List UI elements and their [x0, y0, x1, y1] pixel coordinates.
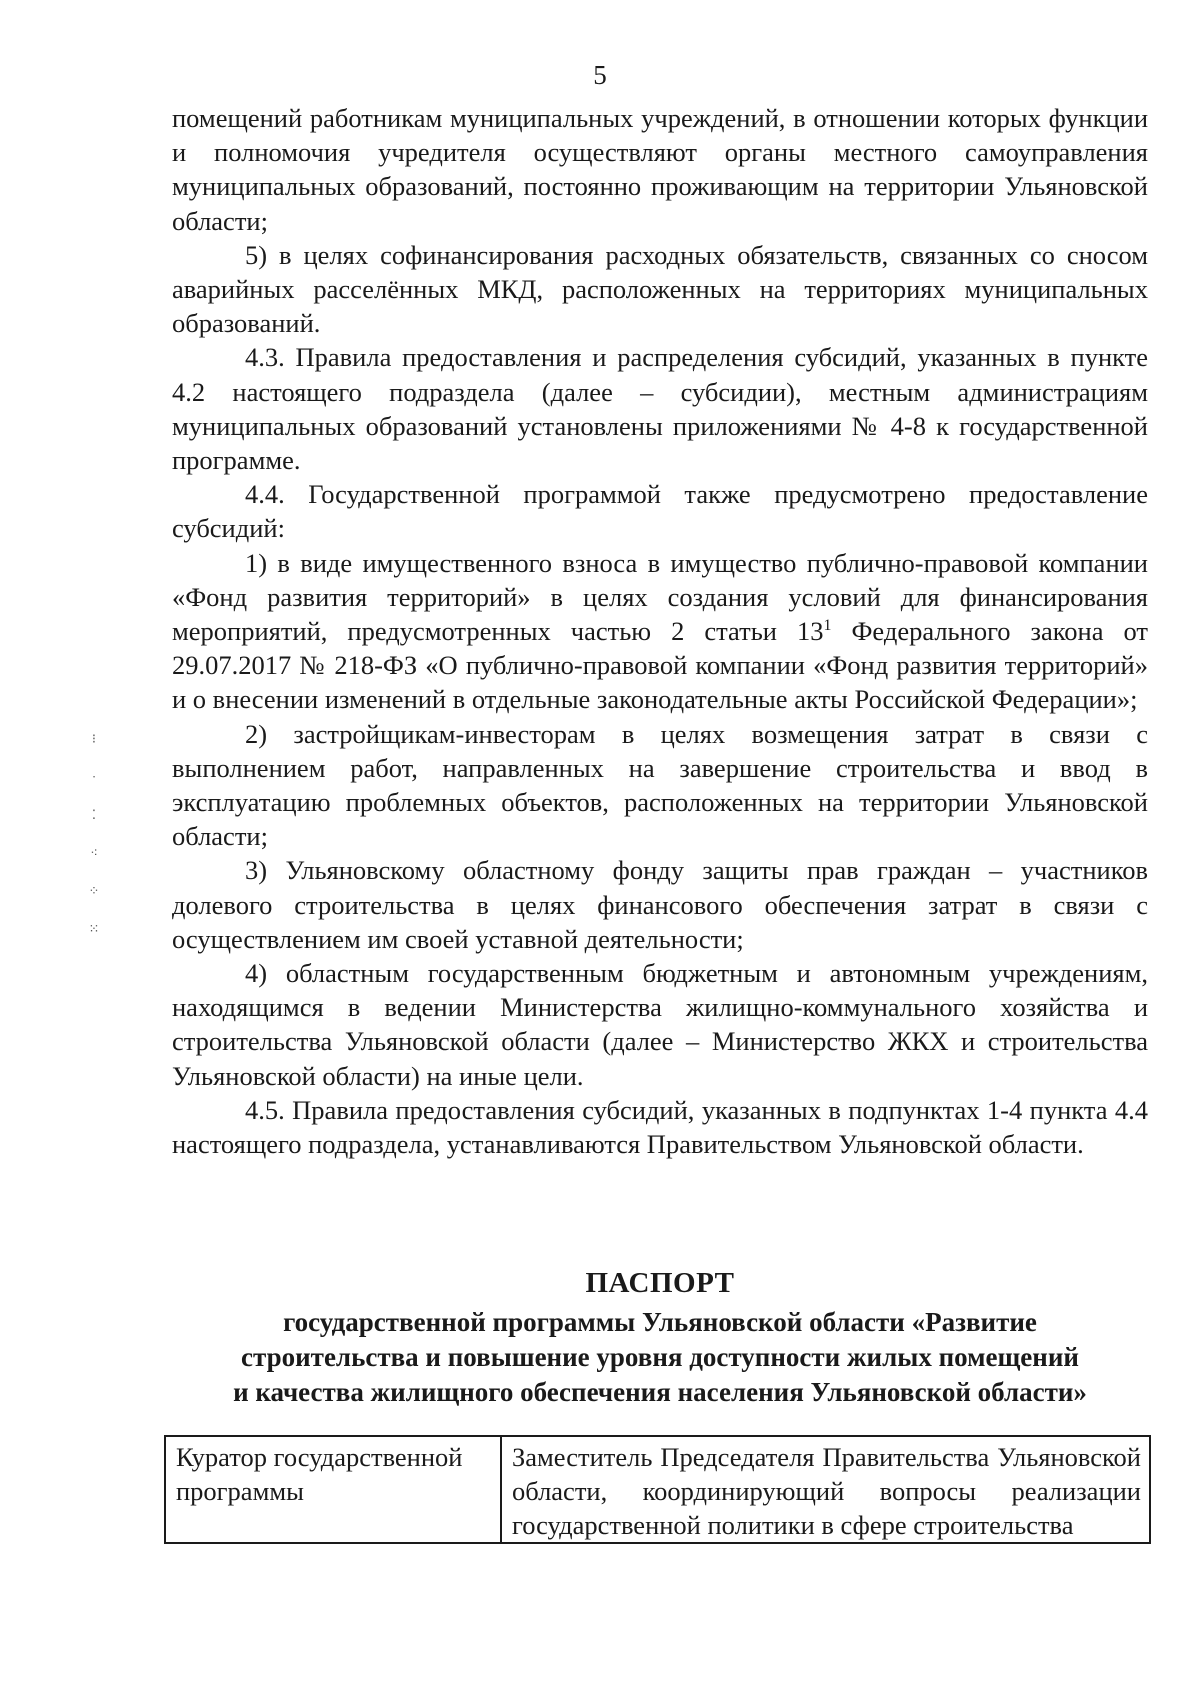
scan-speck-icon: ⁘	[88, 883, 100, 898]
paragraph-4-5: 4.5. Правила предоставления субсидий, указанных в подпунктах 1-4 пункта 4.4 настоящего подраздела, устанавливаются Правительством Ульяновской области.	[172, 1094, 1148, 1160]
paragraph-subsidy-1	[172, 546, 1148, 717]
article-superscript: 1	[823, 617, 832, 635]
paragraph-subsidy-3: 3) Ульяновскому областному фонду защиты прав граждан – участников долевого строительства в целях финансового обеспечения затрат в связи с осуществлением им своей уставной деятельности;	[172, 855, 1148, 954]
passport-subtitle-line-2: строительства и повышение уровня доступности жилых помещений	[241, 1342, 1079, 1372]
table-row	[165, 1436, 1150, 1543]
passport-subtitle-line-1: государственной программы Ульяновской области «Развитие	[283, 1307, 1037, 1337]
scan-margin-marks	[82, 720, 106, 948]
paragraph-subsidy-4: 4) областным государственным бюджетным и автономным учреждениям, находящимся в ведении Министерства жилищно-коммунального хозяйства и строительства Ульяновской области (далее – Министерство ЖКХ и строительства Ульяновской области) на иные цели.	[172, 958, 1148, 1091]
subsidy-1-text-cont: Федерального закона от 29.07.2017 № 218-ФЗ «О публично-правовой компании «Фонд развития территорий» и о внесении изменений в отдельные законодательные акты Российской Федерации»;	[172, 616, 1148, 715]
passport-title: ПАСПОРТ	[585, 1267, 735, 1299]
passport-subtitle-line-3: и качества жилищного обеспечения населения Ульяновской области»	[233, 1377, 1087, 1407]
scan-speck-icon: ⁝	[91, 731, 97, 746]
paragraph-subsidy-2: 2) застройщикам-инвесторам в целях возмещения затрат в связи с выполнением работ, направленных на завершение строительства и ввод в эксплуатацию проблемных объектов, расположенных на территории Ульяновской области;	[172, 718, 1148, 852]
paragraph-continuation: помещений работникам муниципальных учреждений, в отношении которых функции и полномочия учредителя осуществляют органы местного самоуправления муниципальных образований, постоянно проживающим на территории Ульяновской области;	[172, 103, 1148, 236]
paragraph-4-3: 4.3. Правила предоставления и распределения субсидий, указанных в пункте 4.2 настоящего подраздела (далее – субсидии), местным администрациям муниципальных образований установлены приложениями № 4-8 к государственной программе.	[172, 342, 1148, 476]
scan-speck-icon: ⁚	[91, 807, 97, 822]
paragraph-4-4: 4.4. Государственной программой также предусмотрено предоставление субсидий:	[172, 479, 1148, 544]
scan-speck-icon: ⁖	[90, 845, 98, 860]
page-number: 5	[593, 60, 607, 90]
passport-table	[164, 1435, 1151, 1544]
table-cell-label: Куратор государственной программы	[165, 1436, 501, 1543]
table-cell-value: Заместитель Председателя Правительства Ульяновской области, координирующий вопросы реализации государственной политики в сфере строительства	[501, 1436, 1150, 1543]
scan-speck-icon: ·	[91, 769, 97, 784]
scan-speck-icon: ⁙	[88, 921, 100, 936]
passport-heading	[172, 1261, 1148, 1410]
document-body	[172, 101, 1148, 1161]
subsidy-1-text: 1) в виде имущественного взноса в имущество публично-правовой компании «Фонд развития территорий» в целях создания условий для финансирования мероприятий, предусмотренных частью 2 статьи 13	[172, 547, 1148, 647]
paragraph-item-5: 5) в целях софинансирования расходных обязательств, связанных со сносом аварийных расселённых МКД, расположенных на территориях муниципальных образований.	[172, 239, 1148, 339]
